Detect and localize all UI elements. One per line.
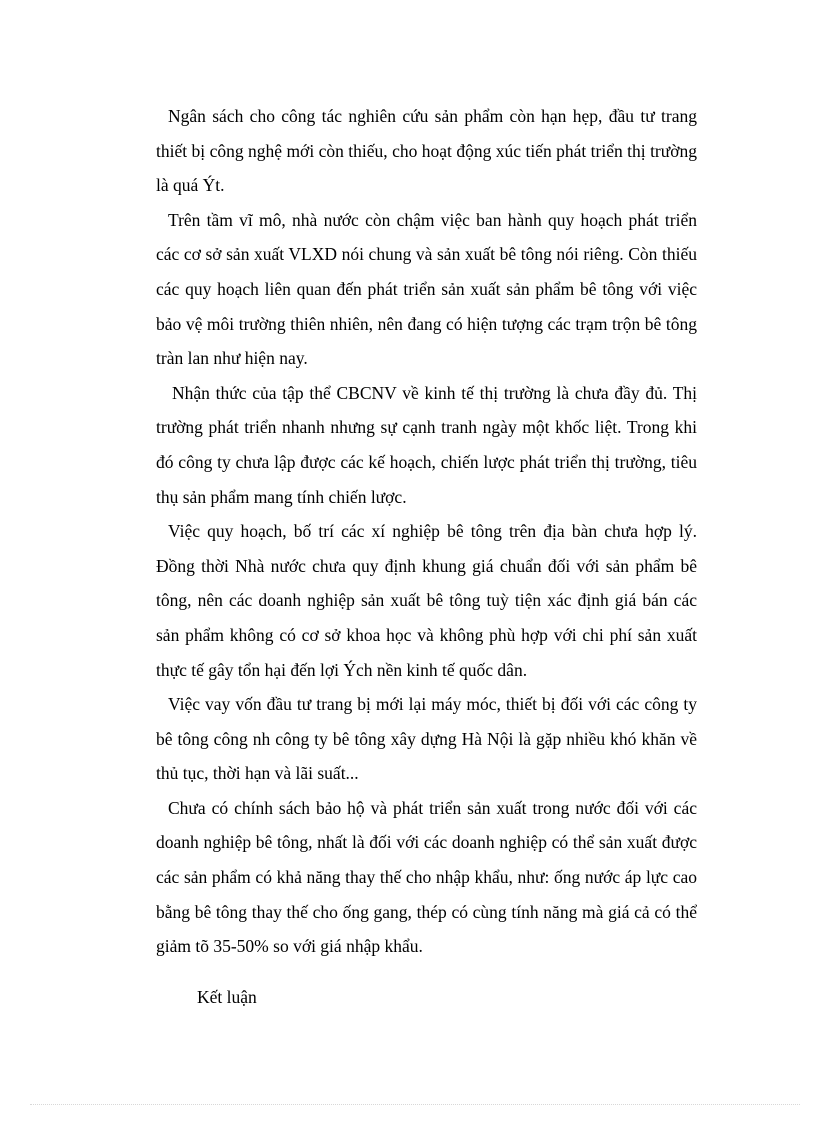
paragraph-macro-planning: Trên tầm vĩ mô, nhà nước còn chậm việc ban hành quy hoạch phát triển các cơ sở sản xuất VLXD nói chung và sản xuất bê tông nói riêng. Còn thiếu các quy hoạch liên quan đến phát triển sản xuất sản phẩm bê tông với việc bảo vệ môi trường thiên nhiên, nên đang có hiện tượng các trạm trộn bê tông tràn lan như hiện nay.: [156, 209, 697, 369]
conclusion-heading: Kết luận: [197, 987, 257, 1007]
paragraph-research-budget: Ngân sách cho công tác nghiên cứu sản phẩm còn hạn hẹp, đầu tư trang thiết bị công nghệ mới còn thiếu, cho hoạt động xúc tiến phát triển thị trường là quá Ýt.: [156, 106, 697, 196]
paragraph-protection-policy: Chưa có chính sách bảo hộ và phát triển sản xuất trong nước đối với các doanh nghiệp bê tông, nhất là đối với các doanh nghiệp có thể sản xuất được các sản phẩm có khả năng thay thế cho nhập khẩu, như: ống nước áp lực cao bằng bê tông thay thế cho ống gang, thép có cùng tính năng mà giá cả có thể giảm tõ 35-50% so với giá nhập khẩu.: [156, 797, 697, 957]
page-bottom-edge: [30, 1104, 800, 1105]
paragraph-market-awareness: Nhận thức của tập thể CBCNV về kinh tế thị trường là chưa đầy đủ. Thị trường phát triển nhanh nhưng sự cạnh tranh ngày một khốc liệt. Trong khi đó công ty chưa lập được các kế hoạch, chiến lược phát triển thị trường, tiêu thụ sản phẩm mang tính chiến lược.: [156, 382, 697, 507]
document-body: [156, 99, 697, 964]
paragraph-investment-loans: Việc vay vốn đầu tư trang bị mới lại máy móc, thiết bị đối với các công ty bê tông công nh công ty bê tông xây dựng Hà Nội là gặp nhiều khó khăn về thủ tục, thời hạn và lãi suất...: [156, 694, 697, 784]
paragraph-plant-layout: Việc quy hoạch, bố trí các xí nghiệp bê tông trên địa bàn chưa hợp lý. Đồng thời Nhà nước chưa quy định khung giá chuẩn đối với sản phẩm bê tông, nên các doanh nghiệp sản xuất bê tông tuỳ tiện xác định giá bán các sản phẩm không có cơ sở khoa học và không phù hợp với chi phí sản xuất thực tế gây tổn hại đến lợi Ých nền kinh tế quốc dân.: [156, 521, 697, 680]
